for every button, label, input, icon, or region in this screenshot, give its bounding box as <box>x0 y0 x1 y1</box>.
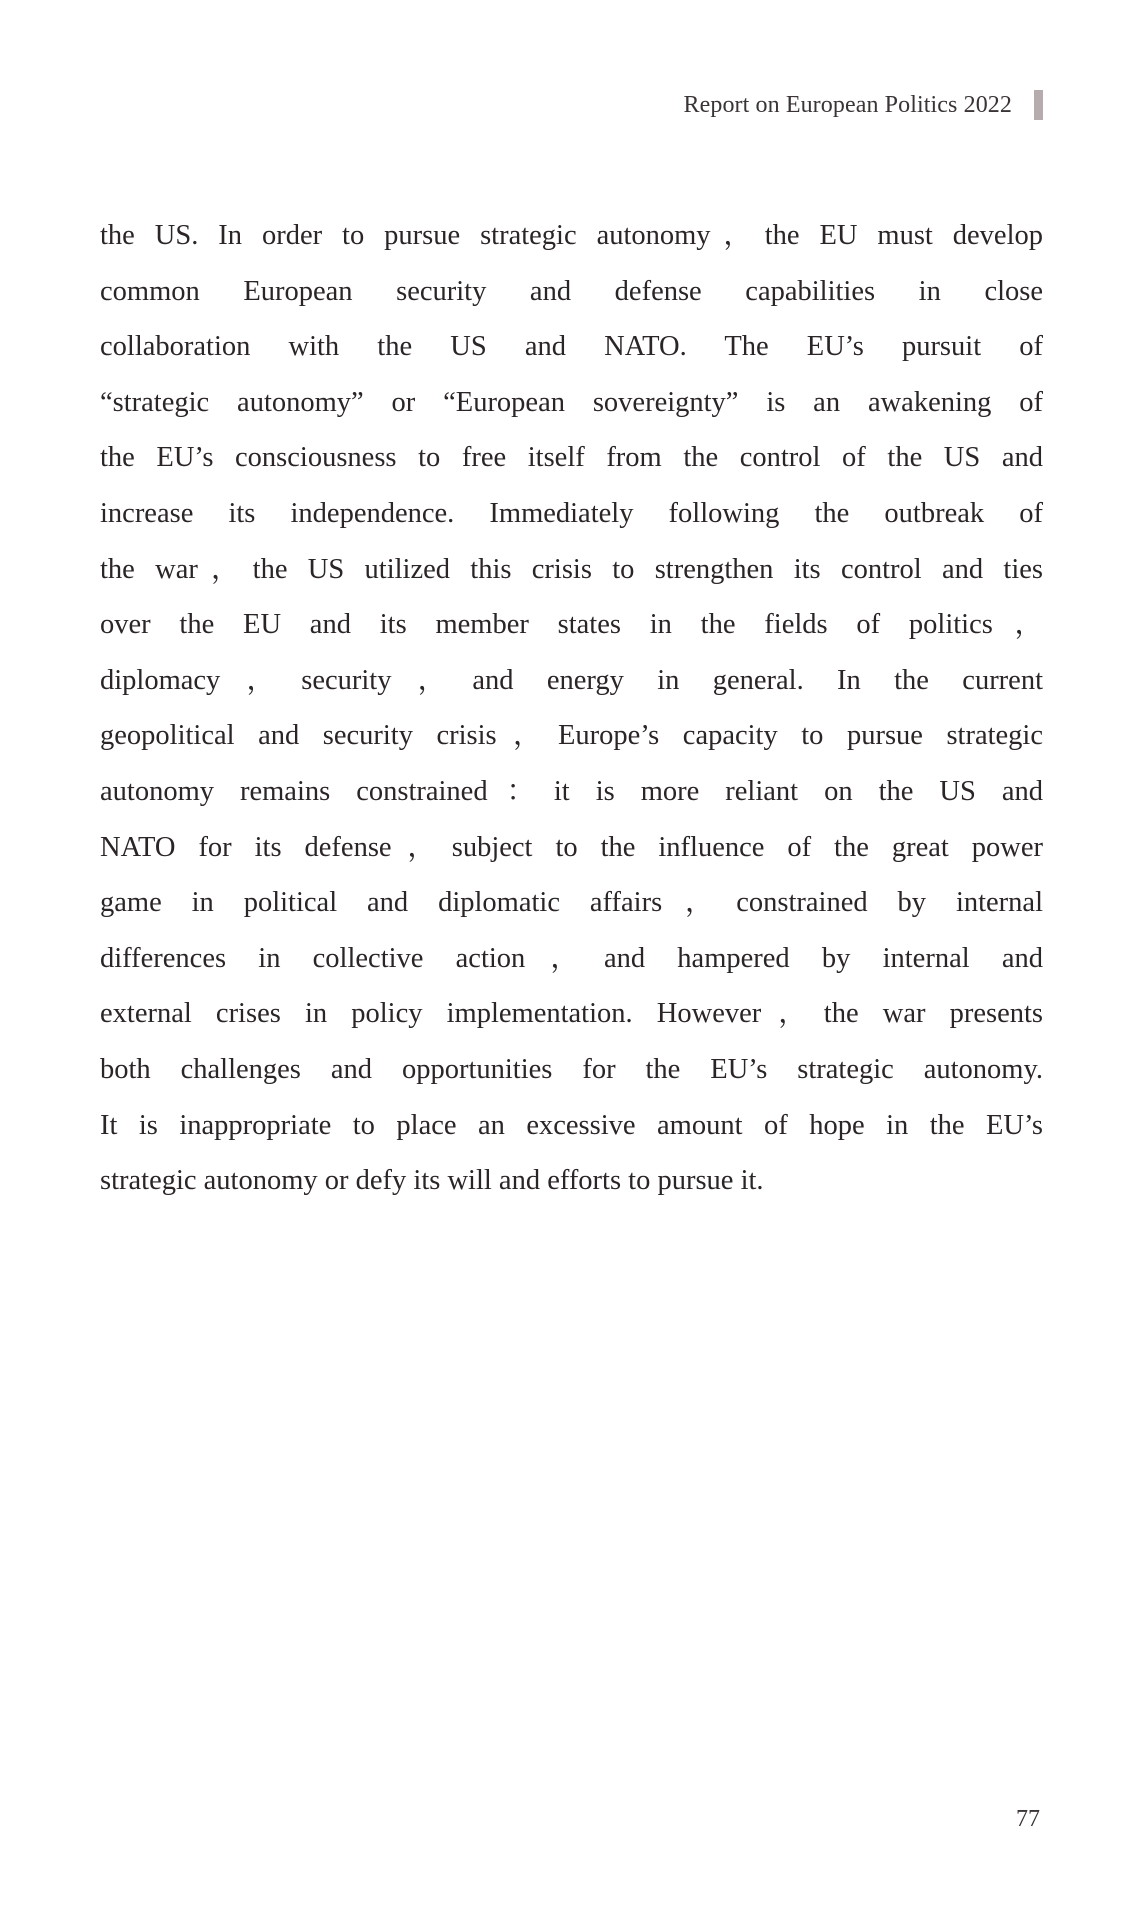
text-line: differences in collective action，and hampered by internal and <box>100 942 1043 974</box>
text-line: over the EU and its member states in the fields of politics， <box>100 609 1043 641</box>
text-line: “strategic autonomy” or “European sovereignty” is an awakening of <box>100 386 1043 418</box>
text-line: diplomacy，security，and energy in general. In the current <box>100 664 1043 696</box>
running-title: Report on European Politics 2022 <box>683 92 1012 118</box>
text-line: autonomy remains constrained：it is more reliant on the US and <box>100 775 1043 807</box>
text-line: collaboration with the US and NATO. The EU’s pursuit of <box>100 331 1043 363</box>
text-line: increase its independence. Immediately following the outbreak of <box>100 497 1043 529</box>
text-line-last: strategic autonomy or defy its will and efforts to pursue it. <box>100 1165 764 1197</box>
header-marker-bar <box>1034 90 1043 120</box>
page-number: 77 <box>1016 1806 1040 1832</box>
text-line: external crises in policy implementation. However，the war presents <box>100 998 1043 1030</box>
text-line: both challenges and opportunities for the EU’s strategic autonomy. <box>100 1053 1043 1085</box>
text-line: geopolitical and security crisis，Europe’s capacity to pursue strategic <box>100 720 1043 752</box>
text-line: common European security and defense capabilities in close <box>100 275 1043 307</box>
text-line: the EU’s consciousness to free itself from the control of the US and <box>100 442 1043 474</box>
body-paragraph <box>100 208 1043 1209</box>
text-line: game in political and diplomatic affairs，constrained by internal <box>100 887 1043 919</box>
running-header <box>684 90 1044 120</box>
text-line: It is inappropriate to place an excessive amount of hope in the EU’s <box>100 1109 1043 1141</box>
text-line: the war，the US utilized this crisis to strengthen its control and ties <box>100 553 1043 585</box>
text-line: the US. In order to pursue strategic autonomy，the EU must develop <box>100 220 1043 251</box>
text-line: NATO for its defense，subject to the influence of the great power <box>100 831 1043 863</box>
